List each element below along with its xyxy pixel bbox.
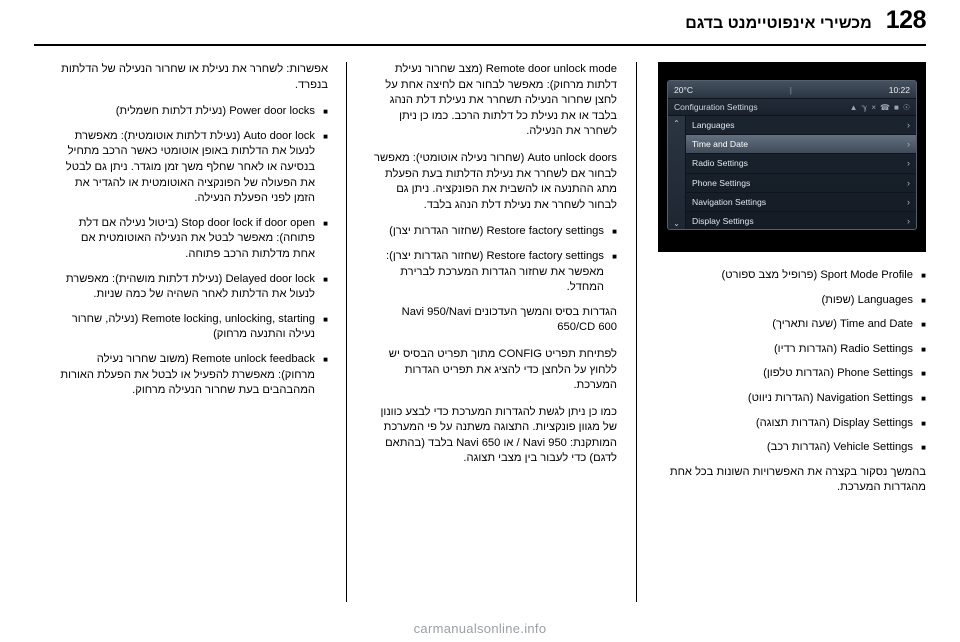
screen-status-bar bbox=[668, 81, 916, 99]
page-header bbox=[34, 6, 926, 46]
chevron-right-icon: › bbox=[907, 177, 910, 188]
paragraph: לפתיחת תפריט CONFIG מתוך תפריט הבסיס יש ללחוץ על הלחצן כדי להציג את תפריט הגדרות המערכת. bbox=[388, 347, 617, 392]
list-item: ■ Phone Settings (הגדרות טלפון) bbox=[655, 366, 926, 382]
menu-item-label: Navigation Settings bbox=[692, 196, 767, 207]
screen-menu-title-bar bbox=[668, 99, 916, 116]
menu-item-navigation-settings[interactable] bbox=[686, 193, 916, 212]
list-item: ■ Radio Settings (הגדרות רדיו) bbox=[655, 342, 926, 358]
list-item: ■ Vehicle Settings (הגדרות רכב) bbox=[655, 440, 926, 456]
column-first bbox=[637, 62, 926, 602]
menu-item-time-and-date[interactable] bbox=[686, 135, 916, 154]
status-separator: | bbox=[789, 84, 792, 95]
menu-item-label: Display Settings bbox=[692, 215, 754, 226]
paragraph: אפשרות: לשחרר את נעילת או שחרור הנעילה של הדלתות בנפרד. bbox=[61, 63, 328, 91]
menu-item-label: Phone Settings bbox=[692, 177, 751, 188]
screen-menu-title: Configuration Settings bbox=[674, 102, 758, 112]
screen-scrollbar[interactable] bbox=[668, 116, 686, 230]
chevron-right-icon: › bbox=[907, 120, 910, 131]
list-item: ■ Restore factory settings (שחזור הגדרות יצרן): מאפשר את שחזור הגדרות המערכת לברירת המחדל. bbox=[366, 249, 617, 296]
list-item: ■ Display Settings (הגדרות תצוגה) bbox=[655, 416, 926, 432]
list-item: ■ Navigation Settings (הגדרות ניווט) bbox=[655, 391, 926, 407]
mute-icon: × bbox=[871, 102, 877, 112]
column-middle bbox=[347, 62, 636, 602]
list-item: ■ Power door locks (נעילת דלתות חשמלית) bbox=[57, 104, 328, 120]
list-item: ■ Sport Mode Profile (פרופיל מצב ספורט) bbox=[655, 268, 926, 284]
infotainment-screen bbox=[667, 80, 917, 230]
list-item: ■ Restore factory settings (שחזור הגדרות יצרן) bbox=[366, 224, 617, 240]
page-columns bbox=[34, 62, 926, 602]
paragraph: Remote door unlock mode (מצב שחרור נעילת דלתות מרחוק): מאפשר לבחור אם לחיצה אחת על לחצן שחרור הנעילה תשחרר את נעילת דלת הנהג בלבד או את נעילת כל דלתות הרכב. כמו כן ניתן לשחרר את הנעילה. bbox=[385, 63, 617, 138]
page-title: מכשירי אינפוטיימנט בדגם bbox=[685, 15, 872, 32]
list-item: ■ Languages (שפות) bbox=[655, 293, 926, 309]
paragraph: כמו כן ניתן לגשת להגדרות המערכת כדי לבצע כוונון של מגוון פונקציות. התצוגה משתנה על פי המערכת המותקנת: Navi 950 / או Navi 650 בלבד (בהתאם לדגם) כדי לעבור בין מצבי תצוגה. bbox=[380, 405, 617, 465]
list-item: ■ Remote unlock feedback (משוב שחרור נעילה מרחוק): מאפשרת להפעיל או לבטל את הפעלת האורות המהבהבים בעת שחרור הנעילה מרחוק. bbox=[57, 352, 328, 399]
battery-icon: ■ bbox=[893, 102, 899, 112]
closing-paragraph: בהמשך נסקור בקצרה את האפשרויות השונות בכל אחת מהגדרות המערכת. bbox=[669, 465, 926, 494]
menu-item-languages[interactable] bbox=[686, 116, 916, 135]
column-last bbox=[57, 62, 346, 602]
screen-menu-list bbox=[686, 116, 916, 230]
footer-watermark: carmanualsonline.info bbox=[413, 621, 547, 636]
page-number: 128 bbox=[885, 6, 926, 34]
menu-item-label: Languages bbox=[692, 120, 735, 131]
list-item: ■ Auto door lock (נעילת דלתות אוטומטית): מאפשרת לנעול את הדלתות באופן אוטומטי כאשר הרכב מתחיל בנסיעה או לאחר שחלף משך זמן מוגדר. ניתן גם לבטל את הפעולה של הפונקציה האוטומטית או להגדיר את הזמן לפני הפעלת הנעילה. bbox=[57, 129, 328, 207]
screen-body bbox=[668, 116, 916, 230]
phone-icon: ☎ bbox=[880, 102, 890, 112]
menu-item-radio-settings[interactable] bbox=[686, 154, 916, 173]
clock-readout: 10:22 bbox=[888, 84, 910, 95]
lock-icon: ☉ bbox=[902, 102, 910, 112]
list-item: ■ Time and Date (שעה ותאריך) bbox=[655, 317, 926, 333]
list-item: ■ Stop door lock if door open (ביטול נעילה אם דלת פתוחה): מאפשר לבטל את הנעילה האוטומטית אם אחת מדלתות הרכב פתוחה. bbox=[57, 216, 328, 263]
header-divider bbox=[34, 44, 926, 46]
screen-status-icons bbox=[850, 103, 910, 112]
paragraph: Auto unlock doors (שחרור נעילה אוטומטי): מאפשר לבחור אם לשחרר את נעילת הדלתות בעת הפעלת מתג ההתנעה או להשבית את הפונקציה. ניתן גם לבחור לשחרר את נעילת דלת הנהג בלבד. bbox=[374, 151, 617, 211]
scroll-down-icon[interactable]: ⌄ bbox=[673, 219, 680, 228]
chevron-right-icon: › bbox=[907, 139, 910, 150]
section-subheading: הגדרות בסיס והמשך העדכונים Navi 950/Navi 650/CD 600 bbox=[401, 305, 617, 334]
infotainment-screen-figure bbox=[658, 62, 926, 252]
temperature-readout: 20°C bbox=[674, 84, 693, 95]
chevron-right-icon: › bbox=[907, 215, 910, 226]
signal-icon: ▲ bbox=[849, 102, 858, 112]
menu-item-display-settings[interactable] bbox=[686, 212, 916, 230]
chevron-right-icon: › bbox=[907, 158, 910, 169]
list-item: ■ Remote locking, unlocking, starting (נעילה, שחרור נעילה והתנעה מרחוק) bbox=[57, 312, 328, 343]
chevron-right-icon: › bbox=[907, 196, 910, 207]
menu-item-phone-settings[interactable] bbox=[686, 174, 916, 193]
menu-item-label: Time and Date bbox=[692, 139, 749, 150]
list-item: ■ Delayed door lock (נעילת דלתות מושהית): מאפשרת לנעול את הדלתות לאחר השהיה של כמה שניות. bbox=[57, 272, 328, 303]
menu-item-label: Radio Settings bbox=[692, 158, 748, 169]
scroll-up-icon[interactable]: ⌃ bbox=[673, 119, 680, 128]
bluetooth-icon: ℽ bbox=[861, 102, 868, 112]
